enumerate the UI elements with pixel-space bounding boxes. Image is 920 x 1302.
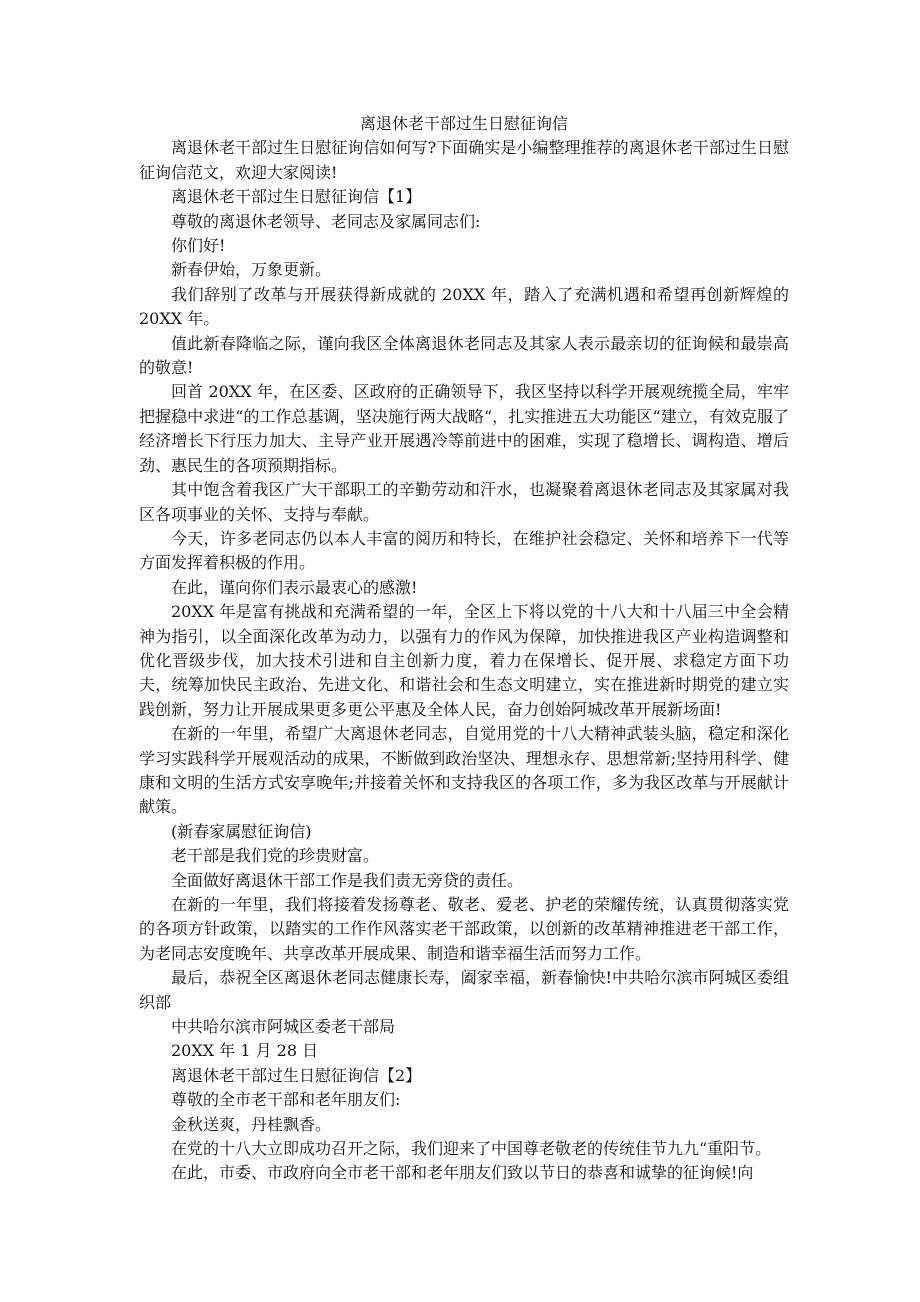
paragraph: 我们辞别了改革与开展获得新成就的 20XX 年，踏入了充满机遇和希望再创新辉煌的 20XX 年。 <box>139 284 789 329</box>
greeting: 你们好! <box>171 236 226 256</box>
paragraph: 在新的一年里，我们将接着发扬尊老、敬老、爱老、护老的荣耀传统，认真贯彻落实党的各项方针政策，以踏实的工作作风落实老干部政策，以创新的改革精神推进老干部工作，为老同志安度晚年、共享改革开展成果、制造和谐幸福生活而努力工作。 <box>139 895 789 963</box>
paragraph: 回首 20XX 年，在区委、区政府的正确领导下，我区坚持以科学开展观统揽全局，牢牢把握稳中求进“的工作总基调，坚决施行两大战略“，扎实推进五大功能区“建立，有效克服了经济增长下行压力加大、主导产业开展遇冷等前进中的困难，实现了稳增长、调构造、增后劲、惠民生的各项预期指标。 <box>139 382 789 475</box>
paragraph: 老干部是我们党的珍贵财富。 <box>171 846 380 866</box>
paragraph: 值此新春降临之际，谨向我区全体离退休老同志及其家人表示最亲切的征询候和最崇高的敬意! <box>139 333 789 378</box>
paragraph: 在党的十八大立即成功召开之际，我们迎来了中国尊老敬老的传统佳节九九“重阳节。 <box>171 1139 772 1159</box>
salutation-1: 尊敬的离退休老领导、老同志及家属同志们: <box>171 211 481 231</box>
signature-organization: 中共哈尔滨市阿城区委老干部局 <box>171 1017 396 1037</box>
paragraph: 20XX 年是富有挑战和充满希望的一年，全区上下将以党的十八大和十八届三中全会精神为指引，以全面深化改革为动力，以强有力的作风为保障，加快推进我区产业构造调整和优化晋级步伐，加大技术引进和自主创新力度，着力在保增长、促开展、求稳定方面下功夫，统筹加快民主政治、先进文化、和谐社会和生态文明建立，实在推进新时期党的建立实践创新，努力让开展成果更多更公平惠及全体人民，奋力创始阿城改革开展新场面! <box>139 602 789 719</box>
signature-date: 20XX 年 1 月 28 日 <box>171 1041 319 1061</box>
paragraph: 金秋送爽，丹桂飘香。 <box>171 1114 332 1134</box>
paragraph: 今天，许多老同志仍以本人丰富的阅历和特长，在维护社会稳定、关怀和培养下一代等方面发挥着积极的作用。 <box>139 528 789 573</box>
document-title: 离退休老干部过生日慰征询信 <box>359 114 568 133</box>
paragraph: 新春伊始，万象更新。 <box>171 260 332 280</box>
paragraph-intro: 离退休老干部过生日慰征询信如何写?下面确实是小编整理推荐的离退休老干部过生日慰征询信范文，欢迎大家阅读! <box>139 138 789 182</box>
paragraph: 全面做好离退休干部工作是我们责无旁贷的责任。 <box>171 870 524 890</box>
salutation-2: 尊敬的全市老干部和老年朋友们: <box>171 1090 401 1110</box>
paragraph: 其中饱含着我区广大干部职工的辛勤劳动和汗水，也凝聚着离退休老同志及其家属对我区各项事业的关怀、支持与奉献。 <box>139 480 789 524</box>
paragraph: 在此，市委、市政府向全市老干部和老年朋友们致以节日的恭喜和诚挚的征询候!向 <box>171 1163 754 1183</box>
paragraph: 在此，谨向你们表示最衷心的感激! <box>171 577 418 597</box>
section-heading-1: 离退休老干部过生日慰征询信【1】 <box>171 187 422 207</box>
paragraph-closing: 最后，恭祝全区离退休老同志健康长寿，阖家幸福，新春愉快!中共哈尔滨市阿城区委组织部 <box>139 968 789 1012</box>
paragraph: 在新的一年里，希望广大离退休老同志，自觉用党的十八大精神武装头脑，稳定和深化学习实践科学开展观活动的成果，不断做到政治坚决、理想永存、思想常新;坚持用科学、健康和文明的生活方式安享晚年;并接着关怀和支持我区的各项工作，多为我区改革与开展献计献策。 <box>139 724 789 817</box>
paragraph: (新春家属慰征询信) <box>171 821 312 841</box>
document-page <box>139 112 789 1186</box>
section-heading-2: 离退休老干部过生日慰征询信【2】 <box>171 1065 422 1085</box>
